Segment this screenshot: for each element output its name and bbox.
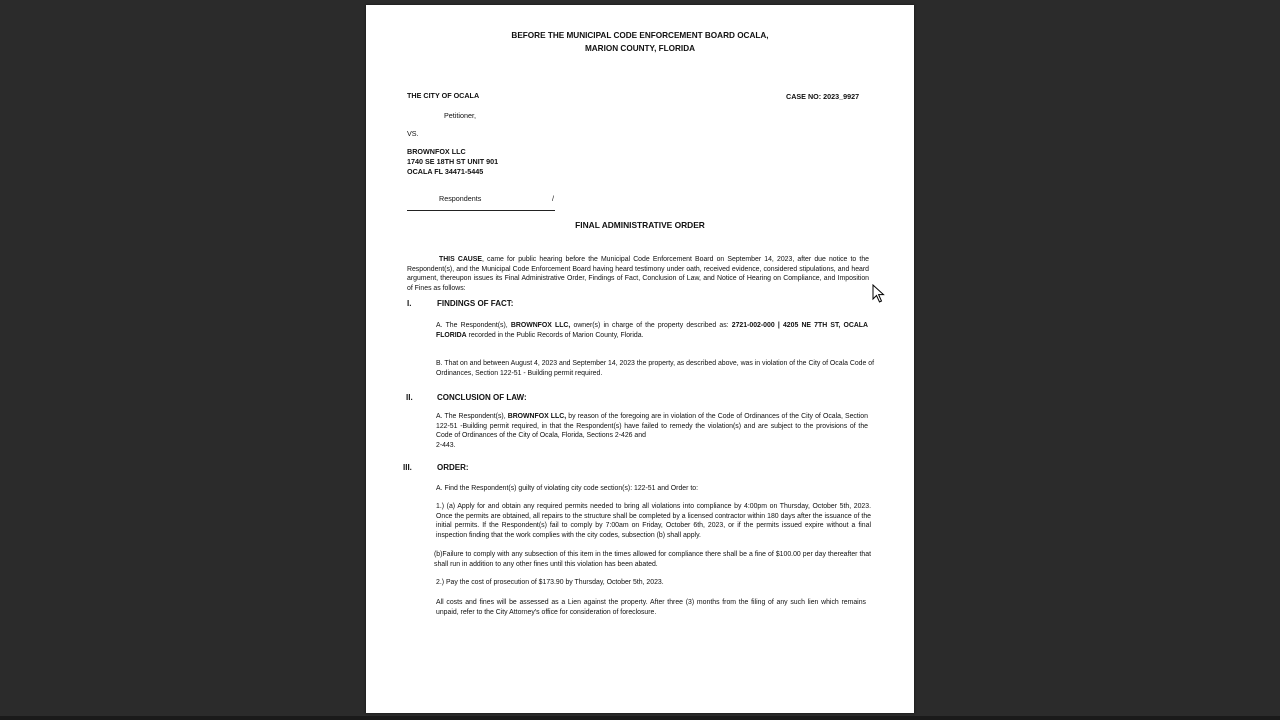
section-3-number: III. [403,463,412,472]
order-item-2: 2.) Pay the cost of prosecution of $173.90 by Thursday, October 5th, 2023. [436,579,664,586]
conclusion-a-label: A. [436,413,443,420]
versus-label: VS. [407,129,419,138]
intro-text: , came for public hearing before the Municipal Code Enforcement Board on September 14, 2023, after due notice to the Respondent(s), and the Municipal Code Enforcement Board having heard testimony under oath, received evidence, considered stipulations, and heard argument, thereupon issues its Final Administrative Order, Findings of Fact, Conclusion of Law, and Notice of Hearing on Compliance, and Imposition of Fines as follows: [407,256,869,292]
order-item-1b: (b)Failure to comply with any subsection of this item in the times allowed for compliance there shall be a fine of $100.00 per day thereafter that shall run in addition to any other fines until this violation has been abated. [434,551,871,568]
respondents-label: Respondents [439,194,482,203]
court-title-line1: BEFORE THE MUNICIPAL CODE ENFORCEMENT BOARD OCALA, [511,31,769,40]
respondent-name: BROWNFOX LLC [407,147,466,156]
conclusion-a-respondent: BROWNFOX LLC, [507,413,567,420]
document-page [366,5,914,713]
intro-lead: THIS CAUSE [439,256,482,263]
order-a: A. Find the Respondent(s) guilty of violating city code section(s): 122-51 and Order to: [436,485,698,492]
court-title-line2: MARION COUNTY, FLORIDA [584,44,696,53]
finding-a-label: A. [436,322,443,329]
mouse-cursor-icon [872,284,886,304]
section-2-heading: CONCLUSION OF LAW: [437,393,527,402]
case-number: CASE NO: 2023_9927 [786,92,860,101]
section-1-number: I. [407,299,412,308]
section-2-number: II. [406,393,413,402]
petitioner-label: Petitioner, [444,111,476,120]
order-item-1a: 1.) (a) Apply for and obtain any required permits needed to bring all violations into compliance by 4:00pm on Thursday, October 5th, 2023. Once the permits are obtained, all repairs to the structure shall be completed by a licensed contractor within 180 days after the issuance of the initial permits. If the Respondent(s) fail to comply by 7:00am on Friday, October 6th, 2023, or if the permits issued expire without a final inspection finding that the work complies with the city codes, subsection (b) shall apply. [436,503,871,539]
order-title: FINAL ADMINISTRATIVE ORDER [575,220,705,230]
court-title [366,29,914,55]
section-3-heading: ORDER: [437,463,469,472]
respondent-address-line2: OCALA FL 34471-5445 [407,167,484,176]
caption-rule [407,210,555,211]
order-a-label: A. [436,485,443,492]
intro-paragraph [407,255,869,293]
conclusion-a: A. The Respondent(s), BROWNFOX LLC, by reason of the foregoing are in violation of the Code of Ordinances of the City of Ocala, Section 122-51 -Building permit required, in that the Respondent(s) have failed to remedy the violation(s) and are subject to the provisions of the Code of Ordinances of the City of Ocala, Florida, Sections 2-426 and 2-443. [436,413,868,449]
petitioner-name: THE CITY OF OCALA [407,91,480,100]
finding-a-respondent: BROWNFOX LLC, [510,322,571,329]
caption-slash: / [552,194,554,203]
finding-a: A. The Respondent(s), BROWNFOX LLC, owner(s) in charge of the property described as: 2721-002-000 | 4205 NE 7TH ST, OCALA FLORIDA recorded in the Public Records of Marion County, Florida. [436,322,868,339]
respondent-address-line1: 1740 SE 18TH ST UNIT 901 [407,157,499,166]
conclusion-a-tail: 2-443. [436,441,456,449]
bottom-edge [0,716,1280,720]
finding-a-property: 2721-002-000 | 4205 NE 7TH ST, OCALA FLORIDA [436,322,868,339]
finding-b: B. That on and between August 4, 2023 and September 14, 2023 the property, as described above, was in violation of the City of Ocala Code of Ordinances, Section 122-51 - Building permit required. [436,360,874,377]
lien-notice: All costs and fines will be assessed as a Lien against the property. After three (3) months from the filing of any such lien which remains unpaid, refer to the City Attorney's office for consideration of foreclosure. [436,599,866,616]
section-1-heading: FINDINGS OF FACT: [437,299,514,308]
finding-b-label: B. [436,360,443,367]
